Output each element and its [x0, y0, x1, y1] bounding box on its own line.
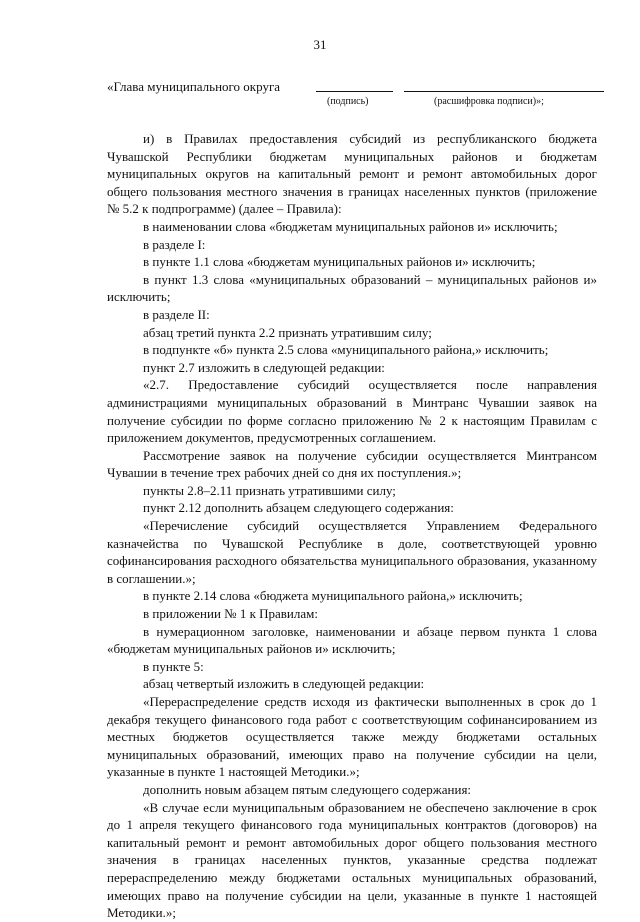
paragraph: пункт 2.12 дополнить абзацем следующего содержания:: [143, 500, 454, 516]
signature-caption: (подпись): [327, 96, 369, 107]
paragraph: абзац четвертый изложить в следующей редакции:: [143, 676, 425, 692]
paragraph: в пункте 2.14 слова «бюджета муниципального района,» исключить;: [143, 588, 523, 604]
paragraph: в приложении № 1 к Правилам:: [143, 606, 318, 622]
paragraph: «Перечисление субсидий осуществляется Управлением Федерального казначейства по Чувашской Республике в доле, соответствующей уровню софинансирования расходного обязательства муниципального образования, указанному в соглашении.»;: [107, 518, 597, 586]
paragraph: в подпункте «б» пункта 2.5 слова «муниципального района,» исключить;: [143, 342, 549, 358]
paragraph: в пункте 1.1 слова «бюджетам муниципальных районов и» исключить;: [143, 254, 536, 270]
document-body: [107, 130, 597, 922]
paragraph: «Перераспределение средств исходя из фактически выполненных в срок до 1 декабря текущего финансового года работ с соответствующим софинансированием из местных бюджетов осуществляется также между бюджетами остальных муниципальных образований, имеющих право на получение субсидии на цели, указанные в пункте 1 настоящей Методики.»;: [107, 694, 597, 780]
signature-line: [316, 91, 393, 92]
paragraph: в пункт 1.3 слова «муниципальных образований – муниципальных районов и» исключить;: [107, 271, 597, 305]
paragraph: абзац третий пункта 2.2 признать утратившим силу;: [143, 324, 432, 340]
paragraph: «2.7. Предоставление субсидий осуществляется после направления администрациями муниципальных образований в Минтранс Чувашии заявок на получение субсидии по форме согласно приложению № 2 к настоящим Правилам с приложением документов, предусмотренных соглашением.: [107, 377, 597, 446]
paragraph: пункты 2.8–2.11 признать утратившими силу;: [143, 482, 396, 498]
signature-decoding-line: [404, 91, 604, 92]
paragraph: дополнить новым абзацем пятым следующего содержания:: [143, 781, 472, 797]
paragraph: в разделе II:: [143, 306, 210, 322]
paragraph: в разделе I:: [143, 236, 206, 252]
signature-title: «Глава муниципального округа: [107, 79, 281, 94]
paragraph: в наименовании слова «бюджетам муниципальных районов и» исключить;: [143, 218, 558, 234]
paragraph: Рассмотрение заявок на получение субсидии осуществляется Минтрансом Чувашии в течение трех рабочих дней со дня их поступления.»;: [107, 447, 597, 481]
paragraph: и) в Правилах предоставления субсидий из республиканского бюджета Чувашской Республики бюджетам муниципальных районов и бюджетам муниципальных округов на капитальный ремонт и ремонт автомобильных дорог общего пользования местного значения в границах населенных пунктов (приложение № 5.2 к подпрограмме) (далее – Правила):: [107, 131, 597, 217]
signature-decoding-caption: (расшифровка подписи)»;: [434, 96, 544, 107]
page-number: 31: [313, 37, 327, 52]
paragraph: в пункте 5:: [143, 658, 204, 674]
paragraph: пункт 2.7 изложить в следующей редакции:: [143, 359, 385, 375]
paragraph: в нумерационном заголовке, наименовании и абзаце первом пункта 1 слова «бюджетам муниципальных районов и» исключить;: [107, 623, 597, 657]
paragraph: «В случае если муниципальным образованием не обеспечено заключение в срок до 1 апреля текущего финансового года муниципальных контрактов (договоров) на капитальный ремонт и ремонт автомобильных дорог общего пользования местного значения в границах населенных пунктов, указанные средства подлежат перераспределению между бюджетами остальных муниципальных образований, имеющих право на получение субсидии на цели, указанные в пункте 1 настоящей Методики.»;: [107, 799, 597, 921]
